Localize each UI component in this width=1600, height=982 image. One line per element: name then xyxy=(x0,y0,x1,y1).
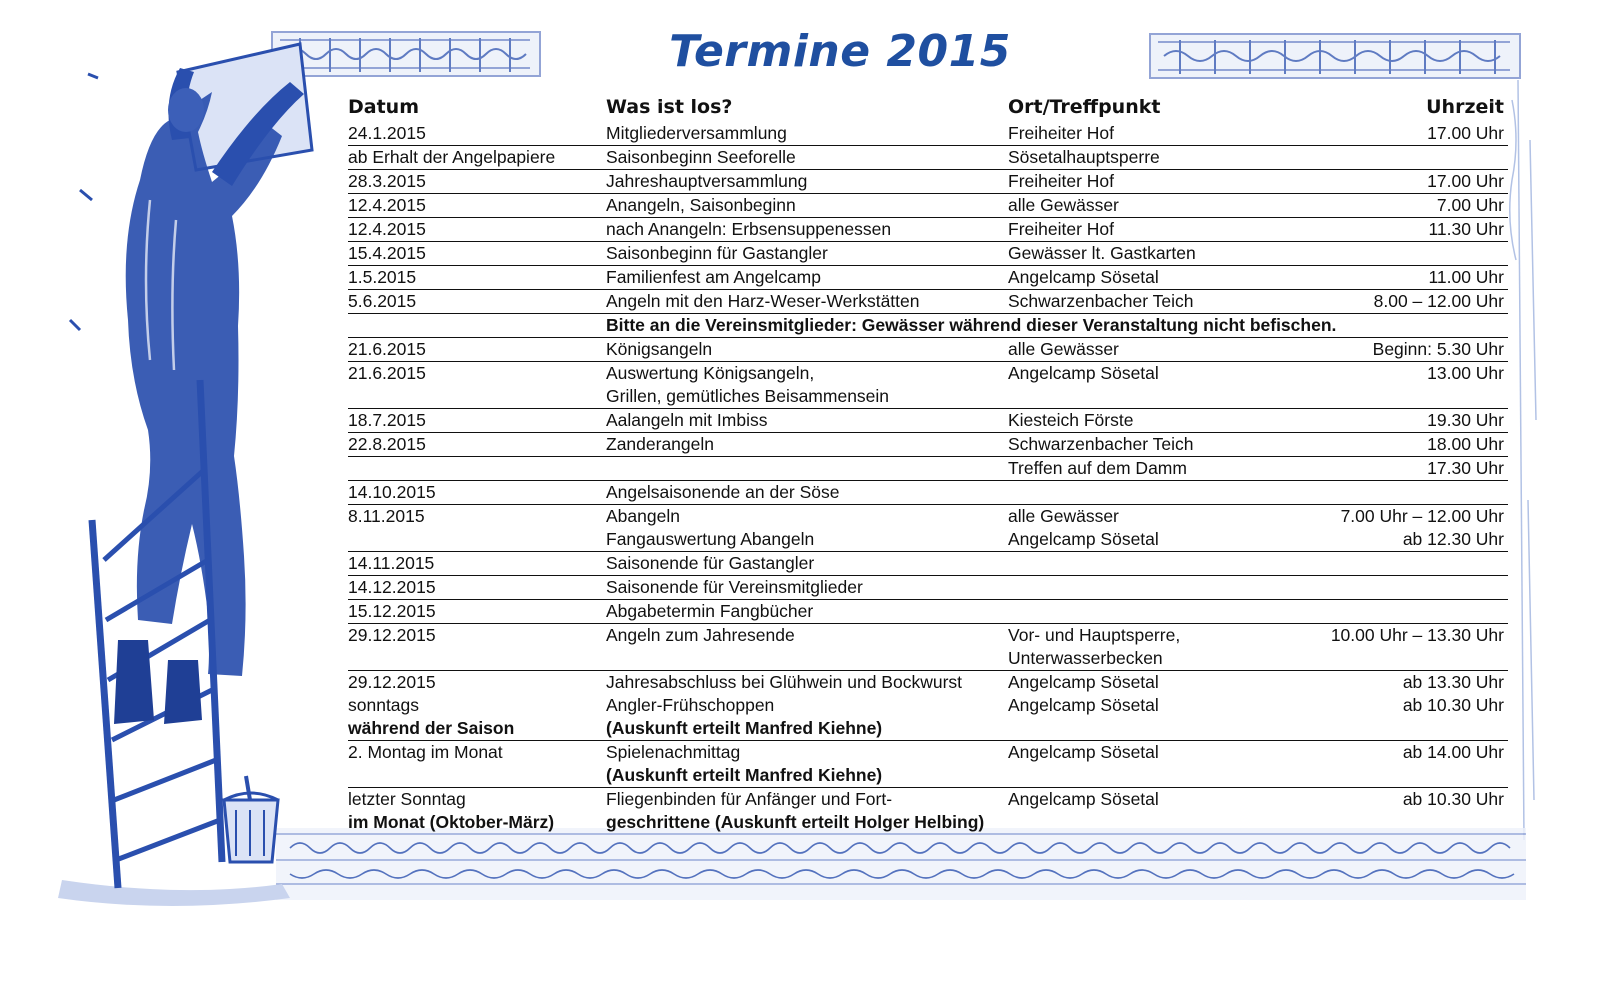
table-row xyxy=(348,505,1508,528)
row-line xyxy=(348,218,1508,241)
cell-what: Aalangeln mit Imbiss xyxy=(606,410,768,430)
cell-date: 14.11.2015 xyxy=(348,553,435,573)
header-time: Uhrzeit xyxy=(1426,96,1504,118)
cell-place xyxy=(1008,764,1328,787)
cell-what: Zanderangeln xyxy=(606,434,714,454)
cell-place: alle Gewässer xyxy=(1008,506,1119,526)
cell-what: (Auskunft erteilt Manfred Kiehne) xyxy=(606,718,883,738)
table-row xyxy=(348,741,1508,788)
cell-place xyxy=(1008,552,1328,575)
row-line xyxy=(348,290,1508,313)
row-line xyxy=(348,409,1508,432)
table-row xyxy=(348,576,1508,600)
row-line xyxy=(348,505,1508,528)
cell-what: Grillen, gemütliches Beisammensein xyxy=(606,386,890,406)
cell-time: 11.30 Uhr xyxy=(1428,219,1504,239)
cell-what: Saisonende für Gastangler xyxy=(606,553,815,573)
cell-time xyxy=(1328,552,1508,575)
cell-date: 29.12.2015 xyxy=(348,625,436,645)
cell-what: Mitgliederversammlung xyxy=(606,123,787,143)
table-body xyxy=(348,122,1508,834)
cell-place xyxy=(1008,481,1328,504)
table-row xyxy=(348,146,1508,170)
cell-time: ab 10.30 Uhr xyxy=(1402,789,1504,809)
cell-place: alle Gewässer xyxy=(1008,195,1119,215)
cell-date: im Monat (Oktober-März) xyxy=(348,812,555,832)
cell-time xyxy=(1328,385,1508,408)
cell-date: sonntags xyxy=(348,695,420,715)
cell-place: Schwarzenbacher Teich xyxy=(1008,291,1194,311)
cell-place: Treffen auf dem Damm xyxy=(1008,458,1187,478)
cell-date: 5.6.2015 xyxy=(348,291,417,311)
header-place: Ort/Treffpunkt xyxy=(1008,96,1161,118)
row-line xyxy=(348,671,1508,694)
cell-date: 22.8.2015 xyxy=(348,434,426,454)
cell-date: 2. Montag im Monat xyxy=(348,742,503,762)
table-row xyxy=(348,122,1508,146)
man-on-ladder-illustration xyxy=(70,44,312,888)
cell-place: Angelcamp Sösetal xyxy=(1008,789,1159,809)
table-row xyxy=(348,170,1508,194)
header-what: Was ist los? xyxy=(606,96,733,118)
row-line xyxy=(348,717,1508,740)
cell-what: Fliegenbinden für Anfänger und Fort- xyxy=(606,789,893,809)
cell-what: Jahresabschluss bei Glühwein und Bockwurst xyxy=(606,672,963,692)
row-line xyxy=(348,528,1508,551)
cell-what: geschrittene (Auskunft erteilt Holger Helbing) xyxy=(606,812,985,832)
man-head xyxy=(168,88,204,132)
cell-place: Angelcamp Sösetal xyxy=(1008,672,1159,692)
table-row xyxy=(348,194,1508,218)
cell-place: Freiheiter Hof xyxy=(1008,123,1115,143)
row-line xyxy=(348,362,1508,385)
cell-time: 11.00 Uhr xyxy=(1428,267,1504,287)
cell-date: 1.5.2015 xyxy=(348,267,417,287)
cell-date: 15.4.2015 xyxy=(348,243,426,263)
table-row xyxy=(348,624,1508,671)
cell-date: 29.12.2015 xyxy=(348,672,436,692)
cell-place xyxy=(1008,576,1328,599)
row-line xyxy=(348,552,1508,575)
cell-what: Anangeln, Saisonbeginn xyxy=(606,195,796,215)
man-body xyxy=(126,92,282,676)
cell-place: Angelcamp Sösetal xyxy=(1008,529,1159,549)
schedule-table xyxy=(348,90,1508,834)
table-row xyxy=(348,266,1508,290)
cell-date: 15.12.2015 xyxy=(348,601,436,621)
cell-time xyxy=(1328,647,1508,670)
cell-what: Abangeln xyxy=(606,506,680,526)
row-line xyxy=(348,314,1508,337)
cell-time xyxy=(1328,764,1508,787)
cell-place xyxy=(1008,600,1328,623)
table-row xyxy=(348,528,1508,552)
top-right-ornament-band xyxy=(1150,34,1520,78)
cell-time: 17.00 Uhr xyxy=(1427,123,1504,143)
row-line xyxy=(348,811,1508,834)
cell-place: Schwarzenbacher Teich xyxy=(1008,434,1194,454)
cell-place: Angelcamp Sösetal xyxy=(1008,267,1159,287)
cell-time: ab 14.00 Uhr xyxy=(1402,742,1504,762)
cell-time: 13.00 Uhr xyxy=(1427,363,1504,383)
cell-what: Angler-Frühschoppen xyxy=(606,695,775,715)
row-line xyxy=(348,481,1508,504)
note-text: Bitte an die Vereinsmitglieder: Gewässer während dieser Veranstaltung nicht befischen. xyxy=(606,315,1337,335)
top-left-ornament-band xyxy=(272,32,540,76)
row-line xyxy=(348,338,1508,361)
page-title: Termine 2015 xyxy=(669,26,1011,77)
table-row xyxy=(348,788,1508,834)
cell-what: Angeln mit den Harz-Weser-Werkstätten xyxy=(606,291,920,311)
row-line xyxy=(348,600,1508,623)
cell-time: Beginn: 5.30 Uhr xyxy=(1372,339,1504,359)
cell-date: 28.3.2015 xyxy=(348,171,426,191)
cell-what: Königsangeln xyxy=(606,339,713,359)
cell-date xyxy=(348,528,606,551)
table-row xyxy=(348,290,1508,314)
cell-what: (Auskunft erteilt Manfred Kiehne) xyxy=(606,765,883,785)
cell-time xyxy=(1328,242,1508,265)
cell-time: 19.30 Uhr xyxy=(1427,410,1504,430)
cell-place: Angelcamp Sösetal xyxy=(1008,363,1159,383)
cell-time: ab 12.30 Uhr xyxy=(1402,529,1504,549)
table-note-row xyxy=(348,314,1508,338)
cell-date: letzter Sonntag xyxy=(348,789,466,809)
cell-what: Angeln zum Jahresende xyxy=(606,625,795,645)
cell-place: Freiheiter Hof xyxy=(1008,219,1115,239)
cell-date: 14.12.2015 xyxy=(348,577,436,597)
cell-date xyxy=(348,764,606,787)
row-line xyxy=(348,242,1508,265)
cell-what xyxy=(606,457,1008,480)
cell-time: 17.00 Uhr xyxy=(1427,171,1504,191)
table-row xyxy=(348,671,1508,694)
cell-time xyxy=(1328,811,1508,834)
table-row xyxy=(348,362,1508,409)
table-row xyxy=(348,218,1508,242)
row-line xyxy=(348,457,1508,480)
cell-what: Jahreshauptversammlung xyxy=(606,171,808,191)
cell-time: ab 13.30 Uhr xyxy=(1402,672,1504,692)
row-line xyxy=(348,576,1508,599)
cell-time: 18.00 Uhr xyxy=(1427,434,1504,454)
cell-what: Abgabetermin Fangbücher xyxy=(606,601,814,621)
cell-time: ab 10.30 Uhr xyxy=(1402,695,1504,715)
ground-shadow xyxy=(58,880,290,906)
row-line xyxy=(348,146,1508,169)
cell-date xyxy=(348,457,606,480)
cell-what: nach Anangeln: Erbsensuppenessen xyxy=(606,219,892,239)
header-date: Datum xyxy=(348,96,419,118)
cell-place xyxy=(1008,811,1328,834)
cell-empty xyxy=(348,314,606,337)
row-line xyxy=(348,266,1508,289)
cell-place: Gewässer lt. Gastkarten xyxy=(1008,243,1196,263)
right-edge-strokes xyxy=(1510,80,1536,840)
bottom-ornament-band xyxy=(276,828,1526,900)
cell-date: 8.11.2015 xyxy=(348,506,425,526)
cell-what: Auswertung Königsangeln, xyxy=(606,363,815,383)
row-line xyxy=(348,694,1508,717)
cell-what: Spielenachmittag xyxy=(606,742,741,762)
cell-what: Saisonbeginn Seeforelle xyxy=(606,147,796,167)
cell-time: 10.00 Uhr – 13.30 Uhr xyxy=(1330,625,1504,645)
cell-date: 18.7.2015 xyxy=(348,410,426,430)
cell-what: Angelsaisonende an der Söse xyxy=(606,482,840,502)
table-row xyxy=(348,433,1508,457)
cell-place xyxy=(1008,385,1328,408)
cell-time xyxy=(1328,600,1508,623)
paste-bucket xyxy=(224,776,278,862)
cell-date: 24.1.2015 xyxy=(348,123,426,143)
table-row xyxy=(348,409,1508,433)
table-row xyxy=(348,457,1508,481)
cell-place: Angelcamp Sösetal xyxy=(1008,742,1159,762)
table-row xyxy=(348,694,1508,741)
row-line xyxy=(348,624,1508,647)
cell-date: 14.10.2015 xyxy=(348,482,436,502)
cell-place: Vor- und Hauptsperre, xyxy=(1008,625,1181,645)
cell-what: Familienfest am Angelcamp xyxy=(606,267,821,287)
row-line xyxy=(348,433,1508,456)
table-row xyxy=(348,552,1508,576)
row-line xyxy=(348,647,1508,670)
row-line xyxy=(348,385,1508,408)
cell-date xyxy=(348,385,606,408)
cell-place: Kiesteich Förste xyxy=(1008,410,1134,430)
row-line xyxy=(348,170,1508,193)
cell-what: Saisonbeginn für Gastangler xyxy=(606,243,828,263)
cell-date: 12.4.2015 xyxy=(348,195,426,215)
cell-date: 12.4.2015 xyxy=(348,219,426,239)
cell-date: während der Saison xyxy=(348,718,515,738)
table-row xyxy=(348,242,1508,266)
cell-time xyxy=(1328,576,1508,599)
table-row xyxy=(348,481,1508,505)
cell-time: 7.00 Uhr xyxy=(1436,195,1504,215)
cell-date: 21.6.2015 xyxy=(348,339,426,359)
cell-time xyxy=(1328,146,1508,169)
row-line xyxy=(348,788,1508,811)
cell-what: Saisonende für Vereinsmitglieder xyxy=(606,577,863,597)
row-line xyxy=(348,764,1508,787)
cell-what: Fangauswertung Abangeln xyxy=(606,529,815,549)
cell-place xyxy=(1008,717,1328,740)
table-row xyxy=(348,600,1508,624)
cell-date: ab Erhalt der Angelpapiere xyxy=(348,147,556,167)
cell-time: 8.00 – 12.00 Uhr xyxy=(1373,291,1504,311)
cell-place: Unterwasserbecken xyxy=(1008,648,1163,668)
row-line xyxy=(348,194,1508,217)
cell-place: Sösetalhauptsperre xyxy=(1008,147,1160,167)
cell-time: 7.00 Uhr – 12.00 Uhr xyxy=(1340,506,1504,526)
cell-date xyxy=(348,647,606,670)
cell-place: Angelcamp Sösetal xyxy=(1008,695,1159,715)
cell-place: alle Gewässer xyxy=(1008,339,1119,359)
table-header xyxy=(348,90,1508,122)
row-line xyxy=(348,122,1508,145)
cell-time: 17.30 Uhr xyxy=(1427,458,1504,478)
cell-place: Freiheiter Hof xyxy=(1008,171,1115,191)
cell-time xyxy=(1328,481,1508,504)
cell-date: 21.6.2015 xyxy=(348,363,426,383)
cell-time xyxy=(1328,717,1508,740)
cell-what xyxy=(606,647,1008,670)
row-line xyxy=(348,741,1508,764)
table-row xyxy=(348,338,1508,362)
